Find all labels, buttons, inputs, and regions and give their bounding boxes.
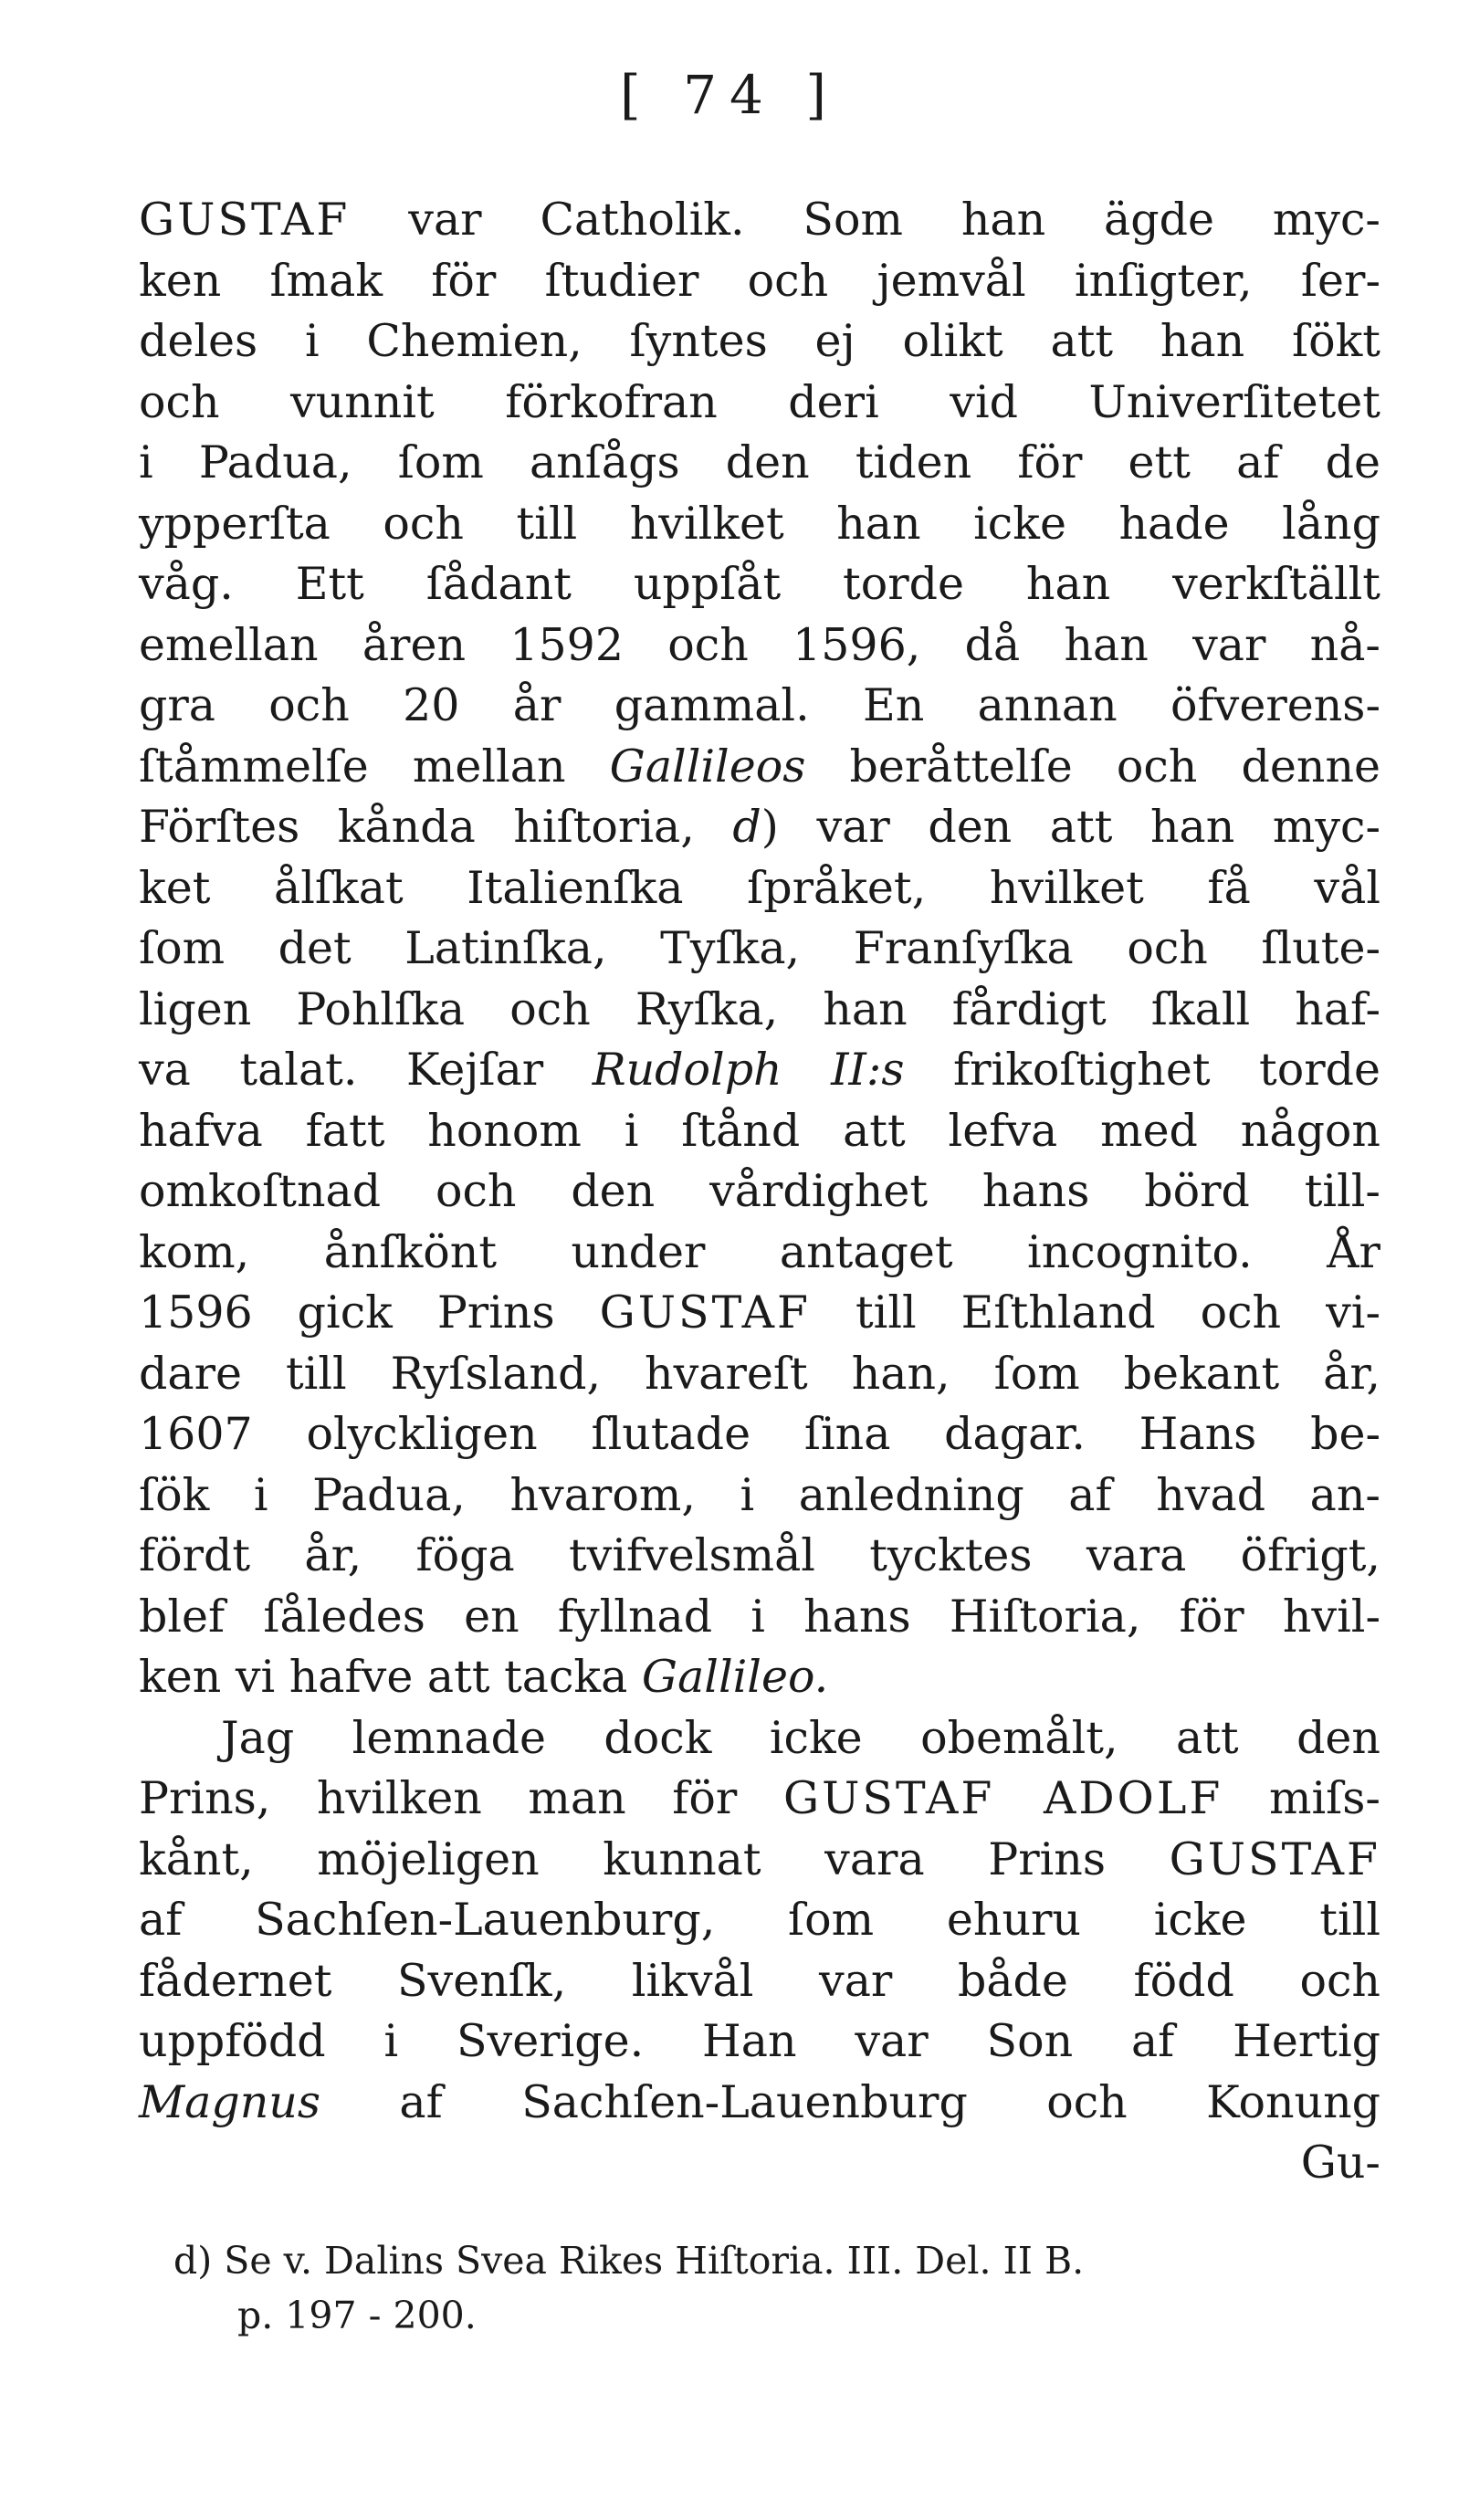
text-line: hafva fatt honom i ſtånd att lefva med någon (139, 1104, 1380, 1157)
text-line: ket ålſkat Italienſka ſpråket, hvilket få vål (139, 861, 1380, 914)
text-line: dare till Ryſsland, hvareſt han, ſom bekant år, (139, 1347, 1380, 1400)
body-text (139, 190, 1380, 2194)
text-line: 1607 olyckligen ſlutade ſina dagar. Hans be- (139, 1408, 1380, 1460)
text-line: kånt, möjeligen kunnat vara Prins GUSTAF (139, 1832, 1380, 1885)
text-line: ligen Pohlſka och Ryſka, han fårdigt ſkall haf- (139, 982, 1380, 1035)
text-line: ſom det Latinſka, Tyſka, Franſyſka och ſlute- (139, 922, 1380, 974)
page-number-header: [ 74 ] (620, 64, 839, 126)
text-line: Jag lemnade dock icke obemålt, att den (221, 1711, 1380, 1764)
text-line: GUSTAF var Catholik. Som han ägde myc- (139, 194, 1380, 246)
text-line: emellan åren 1592 och 1596, då han var nå- (139, 618, 1380, 671)
text-line: uppfödd i Sverige. Han var Son af Hertig (139, 2015, 1380, 2067)
footnote-line: p. 197 - 200. (237, 2294, 477, 2337)
italic-name: Gallileo. (641, 1651, 829, 1703)
text-line: ypperſta och till hvilket han icke hade lång (139, 497, 1380, 550)
footnote-line: d) Se v. Dalins Svea Rikes Hiſtoria. III. Del. II B. (173, 2239, 1085, 2283)
text-line: 1596 gick Prins GUSTAF till Eſthland och vi- (139, 1286, 1380, 1339)
text-line: kom, ånſkönt under antaget incognito. År (139, 1225, 1380, 1278)
italic-name: Magnus (139, 2075, 321, 2128)
text-line: Magnus af Sachſen-Lauenburg och Konung (139, 2075, 1380, 2128)
footnote-ref: d (732, 801, 761, 853)
text-line: ken ſmak för ſtudier och jemvål inſigter, ſer- (139, 254, 1380, 307)
italic-name: Rudolph II:s (592, 1044, 905, 1096)
text-line: ſtåmmelſe mellan Gallileos beråttelſe och denne (139, 740, 1380, 793)
text-line: våg. Ett ſådant uppſåt torde han verkſtällt (139, 558, 1380, 610)
text-line: blef ſåledes en fyllnad i hans Hiſtoria, för hvil- (139, 1590, 1380, 1643)
text-line: fördt år, föga tvifvelsmål tycktes vara öfrigt, (139, 1529, 1380, 1581)
text-line: i Padua, ſom anſågs den tiden för ett af de (139, 436, 1380, 488)
text-line: af Sachſen-Lauenburg, ſom ehuru icke till (139, 1894, 1380, 1946)
catchword: Gu- (1300, 2137, 1380, 2189)
text-line: va talat. Kejſar Rudolph II:s frikoſtighet torde (139, 1044, 1380, 1096)
text-line: omkoſtnad och den vårdighet hans börd till- (139, 1165, 1380, 1217)
text-line: ken vi hafve att tacka Gallileo. (139, 1651, 829, 1703)
text-line: gra och 20 år gammal. En annan öfverens- (139, 679, 1380, 731)
text-line: Prins, hvilken man för GUSTAF ADOLF miſs- (139, 1772, 1380, 1824)
italic-name: Gallileos (609, 740, 806, 793)
footnote (173, 2233, 1388, 2343)
text-line: deles i Chemien, ſyntes ej olikt att han ſökt (139, 315, 1380, 367)
text-line: Förſtes kånda hiſtoria, d) var den att han myc- (139, 801, 1380, 853)
text-line: ſök i Padua, hvarom, i anledning af hvad an- (139, 1468, 1380, 1521)
text-line: fådernet Svenſk, likvål var både född och (139, 1954, 1380, 2007)
text-line: och vunnit förkofran deri vid Univerſitetet (139, 375, 1380, 428)
